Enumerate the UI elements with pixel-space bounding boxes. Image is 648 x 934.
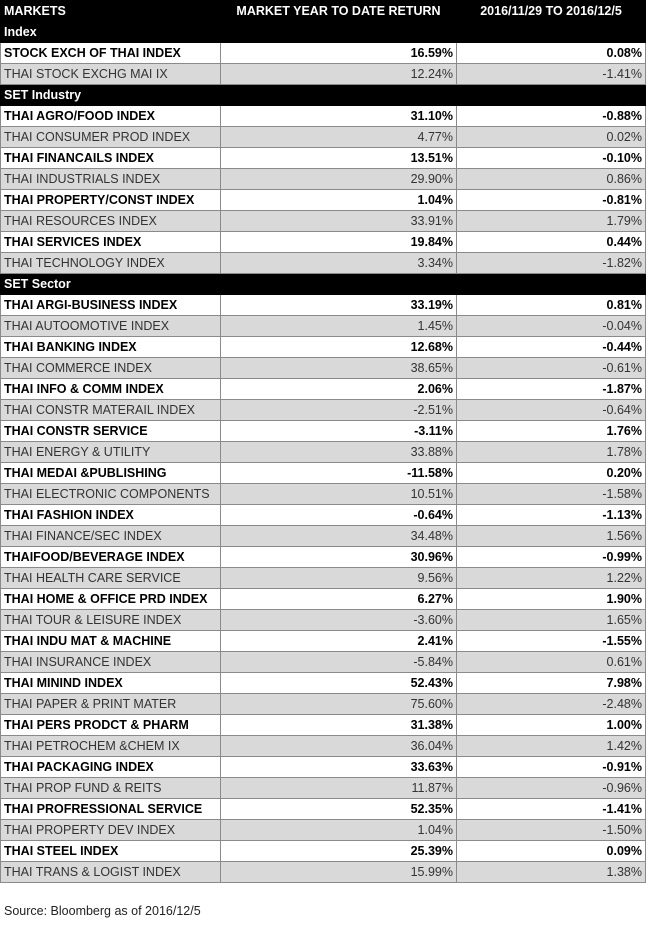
table-row (1, 253, 646, 274)
market-name-cell: THAI CONSUMER PROD INDEX (1, 127, 221, 148)
ytd-return-cell: 31.10% (221, 106, 457, 127)
market-name-cell: THAI INFO & COMM INDEX (1, 379, 221, 400)
weekly-return-cell: -0.96% (457, 778, 646, 799)
weekly-return-cell: -1.58% (457, 484, 646, 505)
header-ytd-return: MARKET YEAR TO DATE RETURN (221, 1, 457, 22)
ytd-return-cell: 2.41% (221, 631, 457, 652)
market-name-cell: THAI RESOURCES INDEX (1, 211, 221, 232)
ytd-return-cell: 1.04% (221, 820, 457, 841)
ytd-return-cell: 10.51% (221, 484, 457, 505)
market-name-cell: THAI FASHION INDEX (1, 505, 221, 526)
table-row (1, 610, 646, 631)
weekly-return-cell: -1.87% (457, 379, 646, 400)
weekly-return-cell: -0.81% (457, 190, 646, 211)
ytd-return-cell: -0.64% (221, 505, 457, 526)
market-name-cell: THAI PAPER & PRINT MATER (1, 694, 221, 715)
market-name-cell: THAIFOOD/BEVERAGE INDEX (1, 547, 221, 568)
ytd-return-cell: 31.38% (221, 715, 457, 736)
ytd-return-cell: 52.43% (221, 673, 457, 694)
table-row (1, 505, 646, 526)
section-header-row (1, 274, 646, 295)
table-row (1, 127, 646, 148)
table-row (1, 64, 646, 85)
table-row (1, 106, 646, 127)
market-name-cell: THAI HOME & OFFICE PRD INDEX (1, 589, 221, 610)
table-body (1, 22, 646, 883)
market-name-cell: THAI TOUR & LEISURE INDEX (1, 610, 221, 631)
weekly-return-cell: 1.00% (457, 715, 646, 736)
weekly-return-cell: -1.41% (457, 799, 646, 820)
weekly-return-cell: -1.82% (457, 253, 646, 274)
weekly-return-cell: -1.55% (457, 631, 646, 652)
table-row (1, 736, 646, 757)
weekly-return-cell: -0.99% (457, 547, 646, 568)
market-name-cell: THAI ELECTRONIC COMPONENTS (1, 484, 221, 505)
ytd-return-cell: 1.04% (221, 190, 457, 211)
ytd-return-cell: 33.19% (221, 295, 457, 316)
weekly-return-cell: 1.42% (457, 736, 646, 757)
market-name-cell: THAI MEDAI &PUBLISHING (1, 463, 221, 484)
section-title: SET Industry (1, 85, 646, 106)
ytd-return-cell: 25.39% (221, 841, 457, 862)
market-name-cell: THAI TRANS & LOGIST INDEX (1, 862, 221, 883)
weekly-return-cell: 0.08% (457, 43, 646, 64)
table-row (1, 631, 646, 652)
market-name-cell: THAI CONSTR SERVICE (1, 421, 221, 442)
weekly-return-cell: 1.22% (457, 568, 646, 589)
market-name-cell: THAI PROPERTY DEV INDEX (1, 820, 221, 841)
table-row (1, 442, 646, 463)
ytd-return-cell: -2.51% (221, 400, 457, 421)
ytd-return-cell: -5.84% (221, 652, 457, 673)
ytd-return-cell: 12.24% (221, 64, 457, 85)
ytd-return-cell: 9.56% (221, 568, 457, 589)
weekly-return-cell: -0.44% (457, 337, 646, 358)
ytd-return-cell: 11.87% (221, 778, 457, 799)
weekly-return-cell: 0.02% (457, 127, 646, 148)
weekly-return-cell: 0.44% (457, 232, 646, 253)
weekly-return-cell: 0.20% (457, 463, 646, 484)
table-row (1, 421, 646, 442)
table-row (1, 715, 646, 736)
ytd-return-cell: 13.51% (221, 148, 457, 169)
market-name-cell: THAI STEEL INDEX (1, 841, 221, 862)
weekly-return-cell: -0.88% (457, 106, 646, 127)
table-row (1, 169, 646, 190)
ytd-return-cell: 2.06% (221, 379, 457, 400)
market-name-cell: THAI PERS PRODCT & PHARM (1, 715, 221, 736)
table-row (1, 841, 646, 862)
ytd-return-cell: 1.45% (221, 316, 457, 337)
source-note: Source: Bloomberg as of 2016/12/5 (4, 904, 201, 918)
weekly-return-cell: 1.76% (457, 421, 646, 442)
section-title: Index (1, 22, 646, 43)
ytd-return-cell: 15.99% (221, 862, 457, 883)
section-header-row (1, 85, 646, 106)
table-row (1, 232, 646, 253)
ytd-return-cell: -3.60% (221, 610, 457, 631)
ytd-return-cell: 52.35% (221, 799, 457, 820)
ytd-return-cell: 33.88% (221, 442, 457, 463)
weekly-return-cell: -0.04% (457, 316, 646, 337)
table-row (1, 400, 646, 421)
table-row (1, 673, 646, 694)
ytd-return-cell: 4.77% (221, 127, 457, 148)
market-name-cell: THAI BANKING INDEX (1, 337, 221, 358)
ytd-return-cell: 33.91% (221, 211, 457, 232)
table-row (1, 211, 646, 232)
market-name-cell: THAI INDUSTRIALS INDEX (1, 169, 221, 190)
weekly-return-cell: 0.61% (457, 652, 646, 673)
market-name-cell: THAI SERVICES INDEX (1, 232, 221, 253)
market-name-cell: THAI COMMERCE INDEX (1, 358, 221, 379)
table-row (1, 190, 646, 211)
table-row (1, 526, 646, 547)
ytd-return-cell: 16.59% (221, 43, 457, 64)
table-row (1, 148, 646, 169)
section-header-row (1, 22, 646, 43)
table-row (1, 295, 646, 316)
weekly-return-cell: 1.78% (457, 442, 646, 463)
market-name-cell: THAI PETROCHEM &CHEM IX (1, 736, 221, 757)
market-name-cell: THAI ENERGY & UTILITY (1, 442, 221, 463)
weekly-return-cell: 1.65% (457, 610, 646, 631)
weekly-return-cell: 1.56% (457, 526, 646, 547)
ytd-return-cell: 36.04% (221, 736, 457, 757)
weekly-return-cell: 0.81% (457, 295, 646, 316)
ytd-return-cell: 33.63% (221, 757, 457, 778)
market-name-cell: THAI FINANCE/SEC INDEX (1, 526, 221, 547)
weekly-return-cell: -1.41% (457, 64, 646, 85)
ytd-return-cell: 6.27% (221, 589, 457, 610)
weekly-return-cell: 1.79% (457, 211, 646, 232)
header-markets: MARKETS (1, 1, 221, 22)
ytd-return-cell: -11.58% (221, 463, 457, 484)
table-row (1, 862, 646, 883)
table-row (1, 358, 646, 379)
table-row (1, 316, 646, 337)
table-row (1, 568, 646, 589)
market-name-cell: THAI PROFRESSIONAL SERVICE (1, 799, 221, 820)
ytd-return-cell: 29.90% (221, 169, 457, 190)
market-name-cell: THAI PACKAGING INDEX (1, 757, 221, 778)
table-row (1, 337, 646, 358)
weekly-return-cell: -1.13% (457, 505, 646, 526)
table-row (1, 484, 646, 505)
ytd-return-cell: 19.84% (221, 232, 457, 253)
table-row (1, 799, 646, 820)
market-name-cell: THAI PROP FUND & REITS (1, 778, 221, 799)
weekly-return-cell: -0.10% (457, 148, 646, 169)
weekly-return-cell: -1.50% (457, 820, 646, 841)
table-header-row (1, 1, 646, 22)
table-row (1, 547, 646, 568)
market-name-cell: THAI AGRO/FOOD INDEX (1, 106, 221, 127)
section-title: SET Sector (1, 274, 646, 295)
weekly-return-cell: 0.09% (457, 841, 646, 862)
ytd-return-cell: 75.60% (221, 694, 457, 715)
weekly-return-cell: -0.61% (457, 358, 646, 379)
weekly-return-cell: -2.48% (457, 694, 646, 715)
table-row (1, 820, 646, 841)
market-name-cell: THAI STOCK EXCHG MAI IX (1, 64, 221, 85)
header-weekly-return: 2016/11/29 TO 2016/12/5 (457, 1, 646, 22)
weekly-return-cell: 1.90% (457, 589, 646, 610)
table-row (1, 43, 646, 64)
table-row (1, 757, 646, 778)
weekly-return-cell: 0.86% (457, 169, 646, 190)
ytd-return-cell: 34.48% (221, 526, 457, 547)
weekly-return-cell: 1.38% (457, 862, 646, 883)
table-row (1, 379, 646, 400)
table-row (1, 589, 646, 610)
table-row (1, 694, 646, 715)
ytd-return-cell: -3.11% (221, 421, 457, 442)
market-name-cell: THAI INSURANCE INDEX (1, 652, 221, 673)
weekly-return-cell: 7.98% (457, 673, 646, 694)
market-name-cell: THAI HEALTH CARE SERVICE (1, 568, 221, 589)
market-name-cell: STOCK EXCH OF THAI INDEX (1, 43, 221, 64)
ytd-return-cell: 38.65% (221, 358, 457, 379)
ytd-return-cell: 3.34% (221, 253, 457, 274)
weekly-return-cell: -0.91% (457, 757, 646, 778)
market-name-cell: THAI TECHNOLOGY INDEX (1, 253, 221, 274)
weekly-return-cell: -0.64% (457, 400, 646, 421)
market-name-cell: THAI INDU MAT & MACHINE (1, 631, 221, 652)
market-name-cell: THAI ARGI-BUSINESS INDEX (1, 295, 221, 316)
ytd-return-cell: 12.68% (221, 337, 457, 358)
table-row (1, 778, 646, 799)
market-name-cell: THAI AUTOOMOTIVE INDEX (1, 316, 221, 337)
market-name-cell: THAI CONSTR MATERAIL INDEX (1, 400, 221, 421)
table-row (1, 463, 646, 484)
market-name-cell: THAI PROPERTY/CONST INDEX (1, 190, 221, 211)
market-name-cell: THAI MININD INDEX (1, 673, 221, 694)
table-row (1, 652, 646, 673)
ytd-return-cell: 30.96% (221, 547, 457, 568)
market-name-cell: THAI FINANCAILS INDEX (1, 148, 221, 169)
